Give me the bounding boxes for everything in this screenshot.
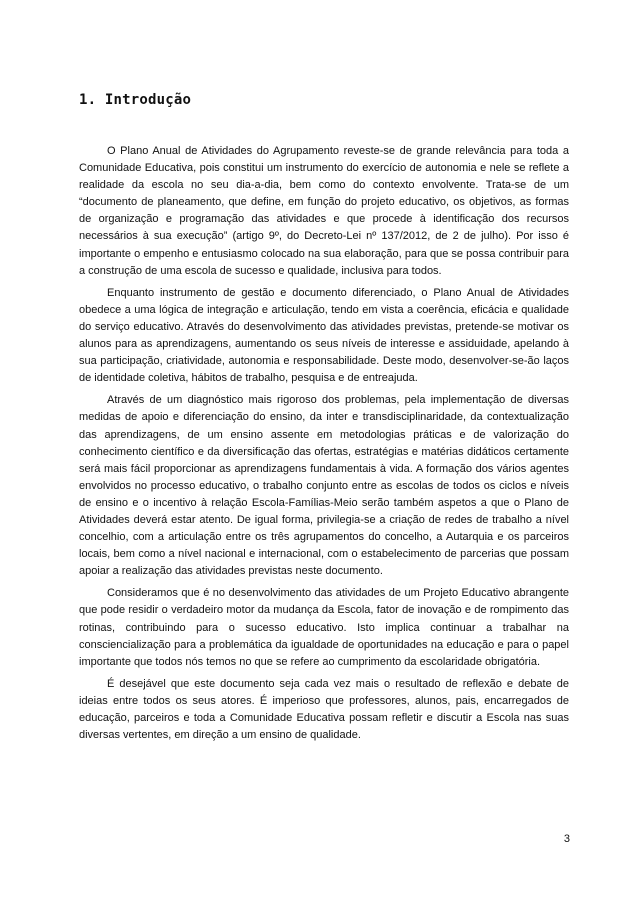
paragraph-1: O Plano Anual de Atividades do Agrupamento reveste-se de grande relevância para toda a Comunidade Educativa, pois constitui um instrumento do exercício de autonomia e nele se reflete a realidade da escola no seu dia-a-dia, bem como do contexto envolvente. Trata-se de um “documento de planeamento, que define, em função do projeto educativo, os objetivos, as formas de organização e programação das atividades e que procede à identificação dos recursos necessários à sua execução” (artigo 9º, do Decreto-Lei nº 137/2012, de 2 de julho). Por isso é importante o empenho e entusiasmo colocado na sua elaboração, para que se possa contribuir para a construção de uma escola de sucesso e qualidade, inclusiva para todos.: [79, 145, 569, 277]
section-heading: 1. Introdução: [79, 92, 192, 108]
page-number: 3: [563, 833, 570, 845]
paragraph-4: Consideramos que é no desenvolvimento das atividades de um Projeto Educativo abrangente que pode residir o verdadeiro motor da mudança da Escola, fator de inovação e de rompimento das rotinas, contribuindo para o sucesso educativo. Isto implica continuar a trabalhar na consciencialização para a problemática da igualdade de oportunidades na educação e para o papel importante que todos nós temos no que se refere ao cumprimento da escolaridade obrigatória.: [79, 587, 569, 668]
body-text: [79, 143, 569, 749]
paragraph-2: Enquanto instrumento de gestão e documento diferenciado, o Plano Anual de Atividades obedece a uma lógica de integração e articulação, tendo em vista a coerência, eficácia e qualidade do serviço educativo. Através do desenvolvimento das atividades previstas, pretende-se motivar os alunos para as aprendizagens, aumentando os seus níveis de interesse e assiduidade, apelando à sua participação, criatividade, autonomia e responsabilidade. Deste modo, desenvolver-se-ão laços de identidade coletiva, hábitos de trabalho, pesquisa e de entreajuda.: [79, 286, 569, 385]
paragraph-5: É desejável que este documento seja cada vez mais o resultado de reflexão e debate de ideias entre todos os seus atores. É imperioso que professores, alunos, pais, encarregados de educação, parceiros e toda a Comunidade Educativa possam refletir e discutir a Escola nas suas diversas vertentes, em direção a um ensino de qualidade.: [79, 677, 569, 742]
paragraph-3: Através de um diagnóstico mais rigoroso dos problemas, pela implementação de diversas medidas de apoio e diferenciação do ensino, da inter e transdisciplinaridade, da contextualização das aprendizagens, de um ensino assente em metodologias práticas e de valorização do conhecimento científico e da diversificação das ofertas, estratégias e matérias didáticos certamente será mais fácil proporcionar as aprendizagens fundamentais à vida. A formação dos vários agentes envolvidos no processo educativo, o trabalho conjunto entre as escolas de todos os ciclos e níveis de ensino e o incentivo à relação Escola-Famílias-Meio serão também aspetos a que o Plano de Atividades deverá estar atento. De igual forma, privilegia-se a criação de redes de trabalho a nível concelhio, com a articulação entre os três agrupamentos do concelho, a Autarquia e os parceiros locais, bem como a nível nacional e internacional, com o estabelecimento de parcerias que possam apoiar a realização das atividades previstas neste documento.: [79, 394, 569, 578]
